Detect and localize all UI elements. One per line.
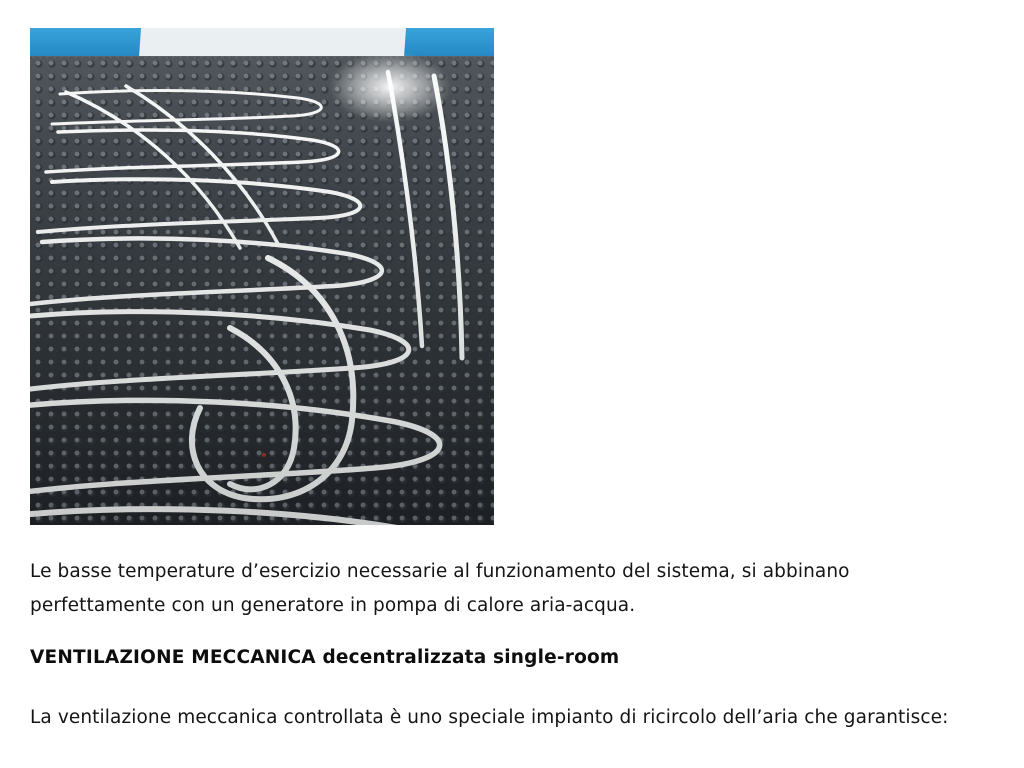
light-glare bbox=[330, 52, 450, 122]
section-heading-ventilazione-meccanica: VENTILAZIONE MECCANICA decentralizzata single-room bbox=[30, 647, 620, 669]
photo-content bbox=[30, 28, 494, 525]
paragraph-operating-temperatures: Le basse temperature d’esercizio necessarie al funzionamento del sistema, si abbinano perfettamente con un generatore in pompa di calore aria-acqua. bbox=[30, 560, 850, 616]
radiant-floor-heating-photo bbox=[30, 28, 494, 525]
paragraph-ventilazione-meccanica: La ventilazione meccanica controllata è uno speciale impianto di ricircolo dell’aria che garantisce: bbox=[30, 706, 949, 728]
red-marker-dot bbox=[262, 453, 266, 457]
